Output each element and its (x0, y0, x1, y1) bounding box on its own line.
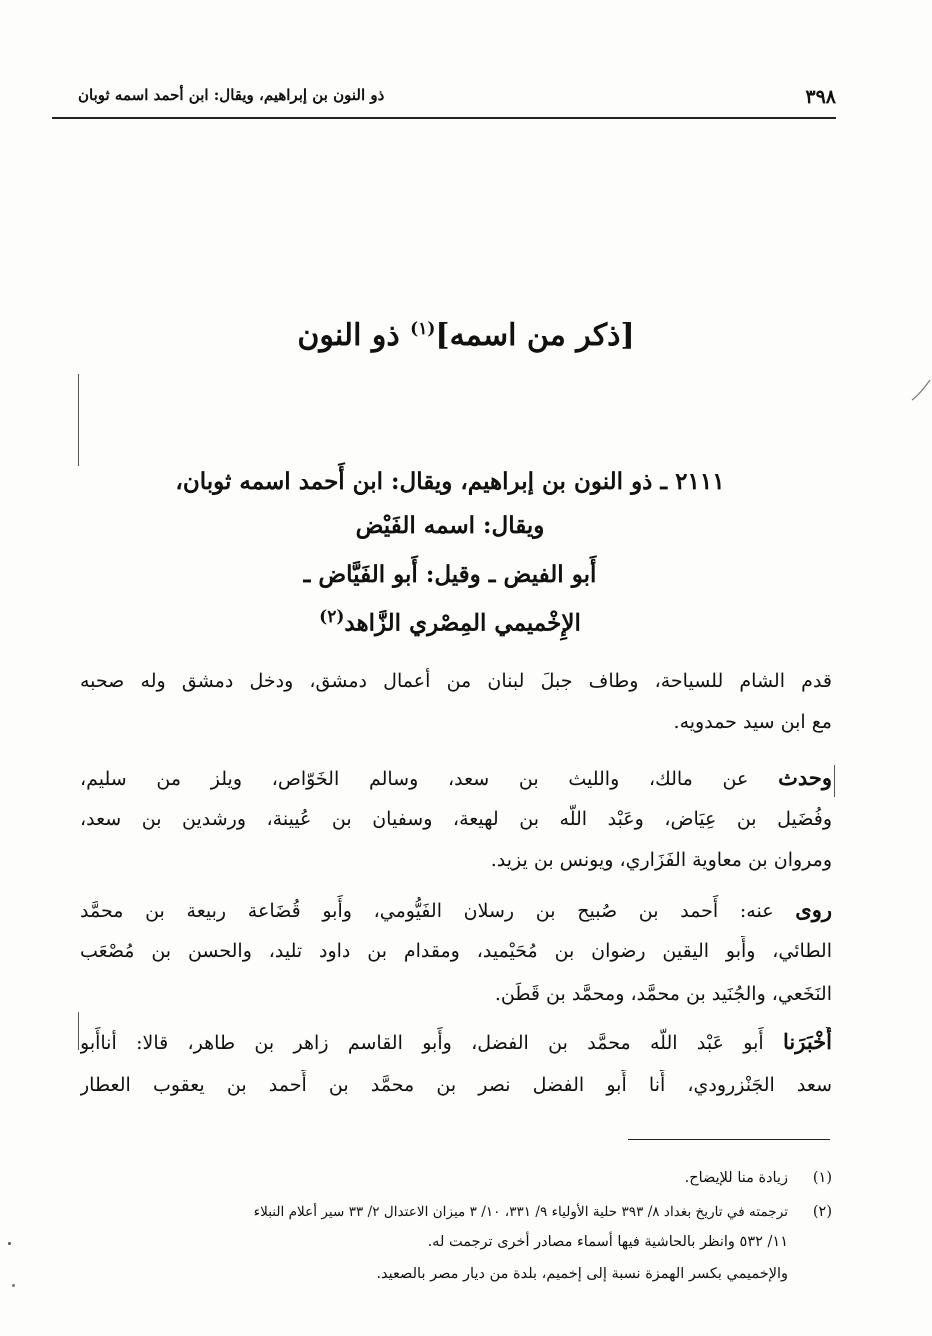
footnote-2-line (100, 1262, 832, 1286)
footnote-2 (78, 1200, 832, 1224)
header-rule (52, 117, 836, 119)
footnote-number: (٢) (812, 1204, 832, 1220)
paragraph-1-line: قدم الشام للسياحة، وطاف جبلَ لبنان من أعمال دمشق، ودخل دمشق وله صحبه (80, 670, 832, 692)
section-heading-name: ذو النون (297, 318, 411, 353)
paragraph-2-text: عن مالك، والليث بن سعد، وسالم الخَوّاص، ويلز من سليم، (80, 768, 779, 790)
entry-title-line-1: ٢١١١ ـ ذو النون بن إبراهيم، ويقال: ابن أَحمد اسمه ثوبان، (175, 468, 725, 495)
paragraph-4-line: سعد الجَنْزرودي، أَنا أَبو الفضل نصر بن محمَّد بن أَحمد بن يعقوب العطار (80, 1074, 832, 1096)
footnote-text: ١١/ ٥٣٢ وانظر بالحاشية فيها أسماء مصادر أخرى ترجمت له. (427, 1234, 788, 1250)
footnote-text: والإخميمي بكسر الهمزة نسبة إلى إخميم، بلدة من ديار مصر بالصعيد. (376, 1266, 788, 1282)
footnote-ref-2: (٢) (319, 607, 345, 627)
entry-title-line-2: ويقال: اسمه الفَيْض (355, 512, 545, 539)
paragraph-3-line: النَخَعي، والجُنَيد بن محمَّد، ومحمَّد بن قَطَن. (494, 983, 832, 1005)
paragraph-3-line (80, 895, 832, 925)
footnote-rule (628, 1139, 830, 1140)
paragraph-4-lead: أَخْبَرَنا (783, 1029, 832, 1054)
footnote-1 (100, 1166, 832, 1190)
paragraph-3-line: الطائي، وأَبو اليقين رضوان بن مُحَيْميد، ومقدام بن داود تليد، والحسن بن مُصْعَب (80, 940, 832, 962)
margin-line-mark (78, 1012, 79, 1050)
section-heading-text: [ذكر من اسمه] (435, 318, 635, 353)
paragraph-2-line: وفُضَيل بن عِيَاض، وعَبْد اللّه بن لهيعة، وسفيان بن عُيينة، ورشدين بن سعد، (80, 808, 832, 830)
paragraph-2-line: ومروان بن معاوية الفَزَاري، ويونس بن يزيد. (490, 849, 832, 871)
paragraph-3-lead: روى (795, 897, 832, 922)
entry-title-line-3: أَبو الفيض ـ وقيل: أَبو الفَيَّاض ـ (303, 561, 597, 588)
paragraph-2-lead: وحدث (778, 765, 832, 790)
running-header-title: ذو النون بن إبراهيم، ويقال: ابن أحمد اسمه ثوبان (78, 86, 385, 104)
paragraph-2-line (80, 763, 832, 793)
pencil-tick-mark (910, 378, 932, 402)
footnote-2-line (100, 1230, 832, 1254)
footnote-ref-1: (١) (410, 319, 436, 339)
footnote-text: ترجمته في تاريخ بغداد ٨/ ٣٩٣ حلية الأولياء ٩/ ٣٣١، ١٠/ ٣ ميزان الاعتدال ٢/ ٣٣ سير أعلام النبلاء (253, 1204, 788, 1220)
margin-line-mark (834, 765, 835, 797)
entry-title-line-4 (70, 607, 830, 637)
paragraph-4-text: أَبو عَبْد اللّه محمَّد بن الفضل، وأَبو القاسم زاهر بن طاهر، قالا: أناأَبو (80, 1032, 784, 1054)
footnote-number: (١) (812, 1170, 832, 1186)
footnote-text: زيادة منا للإيضاح. (684, 1170, 788, 1186)
scan-dot (12, 1284, 15, 1287)
entry-nisba: الإِخْميمي المِصْري الزَّاهد (344, 609, 581, 637)
page-number: ٣٩٨ (805, 86, 836, 108)
margin-line-mark (78, 374, 79, 466)
paragraph-3-text: عنه: أَحمد بن صُبيح بن رسلان الفَيُّومي، وأَبو قُضَاعة ربيعة بن محمَّد (80, 900, 796, 922)
paragraph-1-line: مع ابن سيد حمدويه. (673, 711, 832, 733)
section-heading (100, 318, 832, 353)
paragraph-4-line (80, 1027, 832, 1057)
scan-dot (8, 1242, 11, 1245)
